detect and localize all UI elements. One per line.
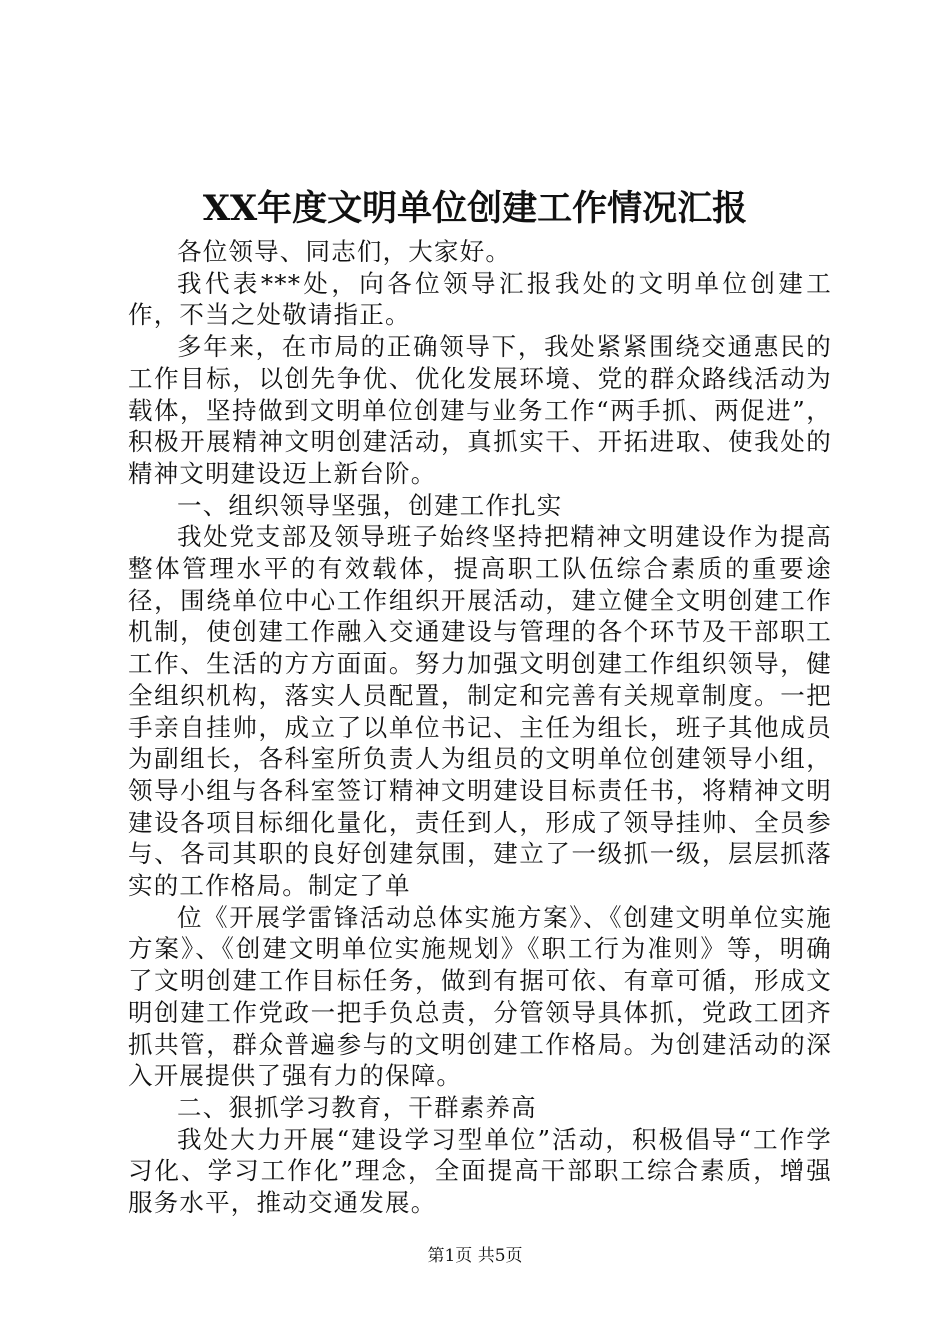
overview-paragraph: 多年来，在市局的正确领导下，我处紧紧围绕交通惠民的工作目标，以创先争优、优化发展环境、党的群众路线活动为载体，坚持做到文明单位创建与业务工作“两手抓、两促进”，积极开展精神文明创建活动，真抓实干、开拓进取、使我处的精神文明建设迈上新台阶。: [128, 332, 832, 488]
section-heading-2: 二、狠抓学习教育，干群素养高: [177, 1092, 537, 1122]
section-1-paragraph-2: 位《开展学雷锋活动总体实施方案》、《创建文明单位实施方案》、《创建文明单位实施规划》《职工行为准则》等，明确了文明创建工作目标任务，做到有据可依、有章可循，形成文明创建工作党政一把手负总责，分管领导具体抓，党政工团齐抓共管，群众普遍参与的文明创建工作格局。为创建活动的深入开展提供了强有力的保障。: [128, 902, 832, 1091]
page-number-footer: 第1页 共5页: [427, 1246, 523, 1266]
greeting-paragraph: 各位领导、同志们，大家好。: [177, 237, 512, 266]
section-1-paragraph-1: 我处党支部及领导班子始终坚持把精神文明建设作为提高整体管理水平的有效载体，提高职工队伍综合素质的重要途径，围绕单位中心工作组织开展活动，建立健全文明创建工作机制，使创建工作融入交通建设与管理的各个环节及干部职工工作、生活的方方面面。努力加强文明创建工作组织领导，健全组织机构，落实人员配置，制定和完善有关规章制度。一把手亲自挂帅，成立了以单位书记、主任为组长，班子其他成员为副组长，各科室所负责人为组员的文明单位创建领导小组，领导小组与各科室签订精神文明建设目标责任书，将精神文明建设各项目标细化量化，责任到人，形成了领导挂帅、全员参与、各司其职的良好创建氛围，建立了一级抓一级，层层抓落实的工作格局。制定了单: [128, 522, 832, 901]
section-heading-1: 一、组织领导坚强，创建工作扎实: [177, 490, 563, 520]
intro-paragraph: 我代表***处，向各位领导汇报我处的文明单位创建工作，不当之处敬请指正。: [128, 268, 832, 330]
section-2-paragraph-1: 我处大力开展“建设学习型单位”活动，积极倡导“工作学习化、学习工作化”理念，全面提高干部职工综合素质，增强服务水平，推动交通发展。: [128, 1124, 832, 1218]
document-body: [128, 236, 832, 1219]
document-title: XX年度文明单位创建工作情况汇报: [202, 188, 748, 229]
